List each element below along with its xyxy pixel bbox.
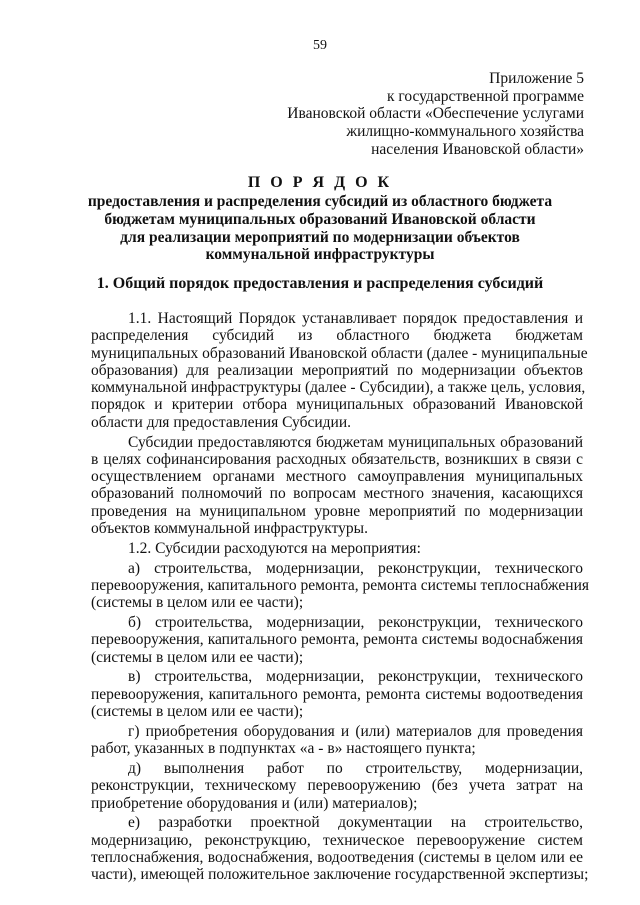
paragraph-line: в) строительства, модернизации, реконструкции, технического	[128, 668, 583, 686]
paragraph-line: перевооружения, капитального ремонта, ремонта системы теплоснабжения	[91, 576, 590, 594]
subtitle-line: бюджетам муниципальных образований Ивановской области	[104, 210, 536, 228]
section-title: 1. Общий порядок предоставления и распределения субсидий	[96, 275, 544, 292]
paragraph-line: б) строительства, модернизации, реконструкции, технического	[128, 614, 583, 632]
paragraph-line: коммунальной инфраструктуры (далее - Субсидии), а также цель, условия,	[91, 379, 586, 397]
paragraph-line: порядок и критерии отбора муниципальных образований Ивановской	[91, 396, 583, 414]
paragraph-line: приобретение оборудования и (или) материалов);	[91, 794, 418, 812]
paragraph	[91, 723, 583, 758]
appendix-line: Приложение 5	[489, 70, 584, 87]
paragraph-line: (системы в целом или ее части);	[91, 703, 304, 721]
paragraph-line: г) приобретения оборудования и (или) материалов для проведения	[128, 722, 583, 740]
paragraph-line: образований полномочий по вопросам местного значения, касающихся	[91, 485, 583, 503]
paragraph-line: распределения субсидий из областного бюджета бюджетам	[91, 327, 583, 345]
paragraph	[91, 668, 583, 720]
appendix-line: жилищно-коммунального хозяйства	[346, 123, 584, 141]
paragraph-line: работ, указанных в подпунктах «а - в» настоящего пункта;	[91, 740, 476, 758]
paragraph	[91, 760, 583, 812]
document-heading	[0, 173, 640, 264]
paragraph-line: Субсидии предоставляются бюджетам муниципальных образований	[128, 433, 583, 451]
paragraph-line: теплоснабжения, водоснабжения, водоотведения (системы в целом или ее	[91, 848, 583, 866]
paragraph-line: (системы в целом или ее части);	[91, 648, 304, 666]
paragraph-line: области для предоставления Субсидии.	[91, 413, 352, 431]
paragraph	[91, 559, 590, 612]
paragraph-line: 1.1. Настоящий Порядок устанавливает порядок предоставления и	[128, 310, 583, 327]
paragraph-line: перевооружения, капитального ремонта, ремонта системы водоотведения	[91, 685, 583, 703]
document-body	[91, 310, 590, 886]
paragraph	[91, 310, 588, 431]
paragraph-line: муниципальных образований Ивановской области (далее - муниципальные	[91, 344, 588, 362]
paragraph-line: д) выполнения работ по строительству, модернизации,	[128, 759, 583, 777]
document-title: П О Р Я Д О К	[247, 174, 393, 191]
paragraph-line: 1.2. Субсидии расходуются на мероприятия:	[128, 539, 421, 557]
subtitle-line: коммунальной инфраструктуры	[205, 246, 435, 264]
paragraph-line: образования) для реализации мероприятий по модернизации объектов	[91, 361, 583, 379]
paragraph-line: реконструкции, техническому перевооружению (без учета затрат на	[91, 777, 583, 795]
paragraph-line: е) разработки проектной документации на строительство,	[128, 814, 583, 832]
page-number: 59	[313, 38, 327, 53]
paragraph	[91, 540, 583, 557]
subtitle-line: для реализации мероприятий по модернизации объектов	[120, 228, 520, 246]
paragraph	[91, 434, 583, 538]
appendix-line: к государственной программе	[386, 87, 584, 105]
paragraph-line: а) строительства, модернизации, реконструкции, технического	[128, 559, 583, 577]
paragraph-line: модернизацию, реконструкцию, техническое перевооружение систем	[91, 831, 583, 849]
appendix-line: Ивановской области «Обеспечение услугами	[287, 105, 584, 123]
paragraph-line: осуществлением органами местного самоуправления муниципальных	[91, 468, 583, 486]
paragraph	[91, 614, 583, 666]
paragraph-line: объектов коммунальной инфраструктуры.	[91, 520, 368, 538]
paragraph-line: в целях софинансирования расходных обязательств, возникших в связи с	[91, 450, 583, 468]
appendix-line: населения Ивановской области»	[371, 140, 584, 158]
subtitle-line: предоставления и распределения субсидий из областного бюджета	[87, 193, 553, 210]
paragraph-line: (системы в целом или ее части);	[91, 594, 304, 612]
paragraph-line: части), имеющей положительное заключение государственной экспертизы;	[91, 866, 589, 884]
paragraph-line: проведения на муниципальном уровне мероприятий по модернизации	[91, 502, 583, 520]
appendix-block	[287, 70, 584, 159]
paragraph-line: перевооружения, капитального ремонта, ремонта системы водоснабжения	[91, 631, 583, 649]
paragraph	[91, 814, 589, 884]
